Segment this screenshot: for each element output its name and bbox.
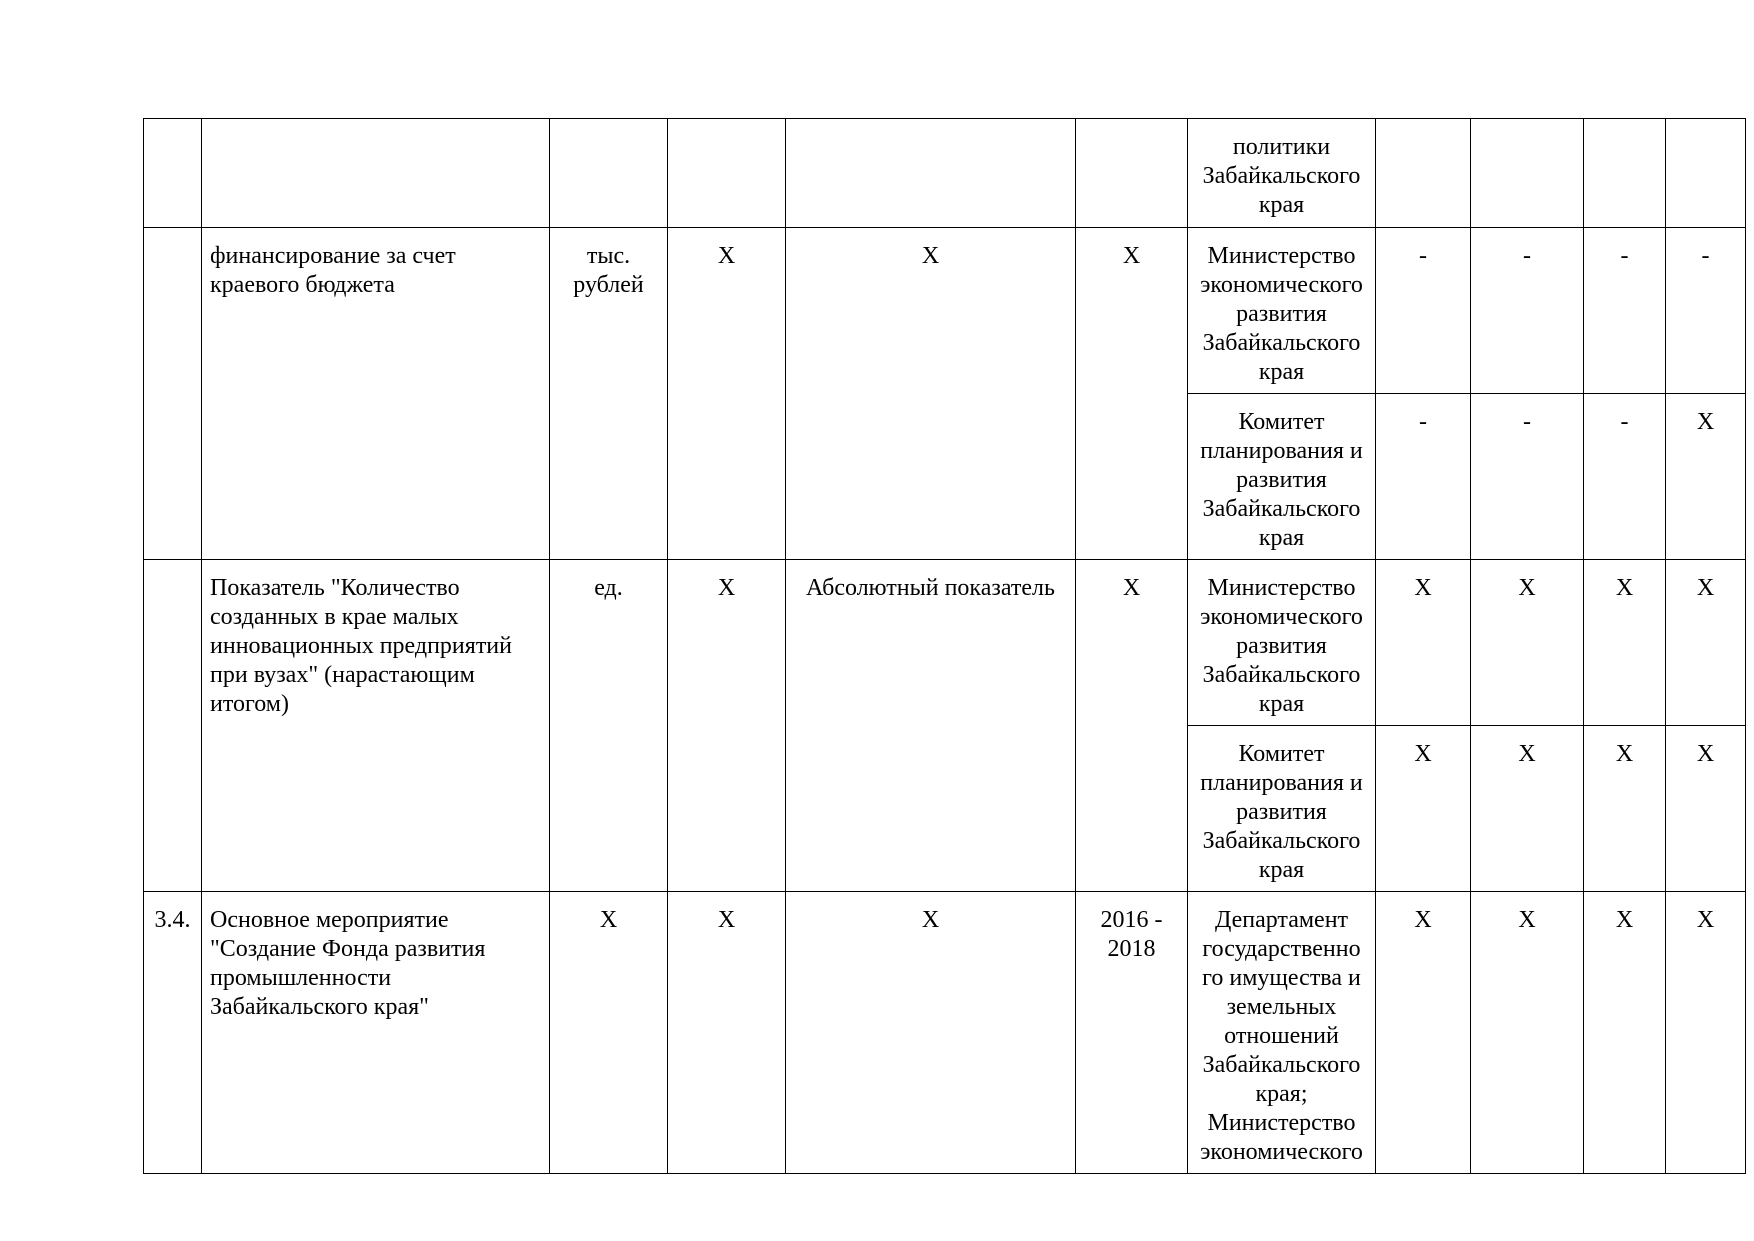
- cell-name: Показатель "Количество созданных в крае малых инновационных предприятий при вузах" (нарастающим итогом): [202, 560, 550, 892]
- cell-value: X: [1471, 892, 1584, 1174]
- cell-value: X: [1376, 892, 1471, 1174]
- cell-value: -: [1471, 228, 1584, 394]
- cell-value: X: [1666, 560, 1746, 726]
- cell-responsible: Комитет планирования и развития Забайкальского края: [1188, 394, 1376, 560]
- cell-name: финансирование за счет краевого бюджета: [202, 228, 550, 560]
- cell-c3: X: [668, 560, 786, 892]
- cell-number: [144, 119, 202, 228]
- cell-number: [144, 560, 202, 892]
- cell-number: 3.4.: [144, 892, 202, 1174]
- cell-c5: X: [1076, 560, 1188, 892]
- cell-value: X: [1376, 726, 1471, 892]
- cell-value: [1376, 119, 1471, 228]
- table-row: [144, 560, 1746, 726]
- cell-unit: тыс. рублей: [550, 228, 668, 560]
- cell-value: X: [1666, 394, 1746, 560]
- cell-unit: X: [550, 892, 668, 1174]
- cell-c4: Абсолютный показатель: [786, 560, 1076, 892]
- cell-responsible: Министерство экономического развития Забайкальского края: [1188, 228, 1376, 394]
- cell-c4: X: [786, 892, 1076, 1174]
- cell-name: [202, 119, 550, 228]
- cell-value: [1471, 119, 1584, 228]
- cell-responsible: Министерство экономического развития Забайкальского края: [1188, 560, 1376, 726]
- cell-c4: X: [786, 228, 1076, 560]
- cell-value: -: [1666, 228, 1746, 394]
- cell-value: -: [1584, 394, 1666, 560]
- table-row: [144, 228, 1746, 394]
- cell-value: [1666, 119, 1746, 228]
- cell-number: [144, 228, 202, 560]
- cell-unit: ед.: [550, 560, 668, 892]
- cell-name: Основное мероприятие "Создание Фонда развития промышленности Забайкальского края": [202, 892, 550, 1174]
- cell-value: -: [1376, 228, 1471, 394]
- cell-value: X: [1471, 726, 1584, 892]
- cell-value: X: [1584, 726, 1666, 892]
- cell-value: X: [1666, 726, 1746, 892]
- cell-c4: [786, 119, 1076, 228]
- cell-responsible: Комитет планирования и развития Забайкальского края: [1188, 726, 1376, 892]
- cell-unit: [550, 119, 668, 228]
- table-row: [144, 119, 1746, 228]
- cell-value: -: [1376, 394, 1471, 560]
- program-table: [143, 118, 1746, 1174]
- cell-responsible: политики Забайкальского края: [1188, 119, 1376, 228]
- cell-value: [1584, 119, 1666, 228]
- cell-value: X: [1666, 892, 1746, 1174]
- cell-c5: X: [1076, 228, 1188, 560]
- cell-c3: X: [668, 228, 786, 560]
- cell-responsible: Департамент государственно го имущества и земельных отношений Забайкальского края; Министерство экономического: [1188, 892, 1376, 1174]
- cell-c5: [1076, 119, 1188, 228]
- cell-value: X: [1471, 560, 1584, 726]
- cell-value: -: [1471, 394, 1584, 560]
- cell-c3: [668, 119, 786, 228]
- cell-period: 2016 - 2018: [1076, 892, 1188, 1174]
- cell-value: X: [1376, 560, 1471, 726]
- table-row: [144, 892, 1746, 1174]
- cell-value: X: [1584, 892, 1666, 1174]
- cell-value: -: [1584, 228, 1666, 394]
- cell-c3: X: [668, 892, 786, 1174]
- cell-value: X: [1584, 560, 1666, 726]
